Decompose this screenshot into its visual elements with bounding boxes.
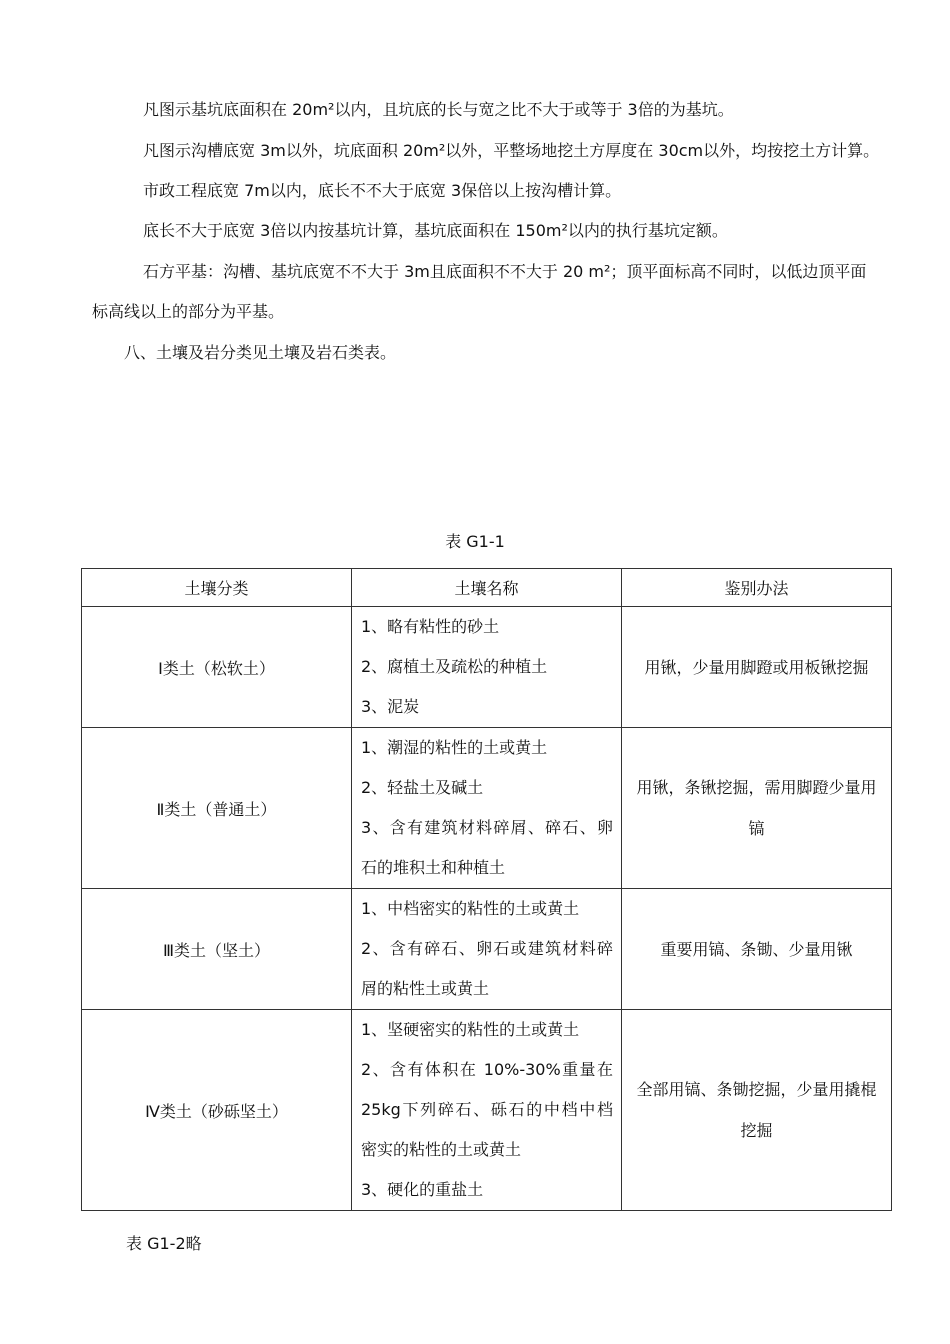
paragraph-basin-quota: 底长不大于底宽 3倍以内按基坑计算，基坑底面积在 150m²以内的执行基坑定额。: [143, 221, 728, 240]
soil-names: [352, 1010, 622, 1211]
header-method: 鉴别办法: [622, 569, 892, 607]
table-header-row: [82, 569, 892, 607]
table-caption: 表 G1-1: [445, 532, 505, 551]
soil-name-item: 25kg下列碎石、砾石的中档中档: [361, 1100, 613, 1119]
soil-names: [352, 889, 622, 1010]
soil-category: Ⅳ类土（砂砾坚土）: [82, 1010, 352, 1211]
soil-classification-table: [81, 568, 892, 1211]
soil-name-item: 1、坚硬密实的粘性的土或黄土: [361, 1020, 580, 1039]
paragraph-basin: 凡图示基坑底面积在 20m²以内，且坑底的长与宽之比不大于或等于 3倍的为基坑。: [143, 100, 734, 119]
identification-method: 用锹，条锹挖掘，需用脚蹬少量用镐: [622, 728, 892, 889]
table-row: [82, 1010, 892, 1211]
identification-method: 重要用镐、条锄、少量用锹: [622, 889, 892, 1010]
paragraph-municipal: 市政工程底宽 7m以内，底长不不大于底宽 3保倍以上按沟槽计算。: [143, 181, 622, 200]
soil-names: [352, 607, 622, 728]
soil-name-item: 2、腐植土及疏松的种植土: [361, 657, 548, 676]
identification-method: 全部用镐、条锄挖掘，少量用撬棍挖掘: [622, 1010, 892, 1211]
soil-name-item: 1、中档密实的粘性的土或黄土: [361, 899, 580, 918]
soil-names: [352, 728, 622, 889]
paragraph-trench: 凡图示沟槽底宽 3m以外，坑底面积 20m²以外，平整场地挖土方厚度在 30cm以外，均按挖土方计算。: [143, 141, 880, 160]
footer-note: 表 G1-2略: [126, 1234, 202, 1253]
soil-category: Ⅲ类土（坚土）: [82, 889, 352, 1010]
soil-name-item: 2、轻盐土及碱土: [361, 778, 484, 797]
soil-name-item: 屑的粘性土或黄土: [361, 979, 490, 998]
soil-name-item: 石的堆积土和种植土: [361, 858, 506, 877]
header-category: 土壤分类: [82, 569, 352, 607]
soil-name-item: 3、泥炭: [361, 697, 420, 716]
soil-name-item: 3、含有建筑材料碎屑、碎石、卵: [361, 818, 613, 837]
header-name: 土壤名称: [352, 569, 622, 607]
paragraph-flat-base: 石方平基：沟槽、基坑底宽不不大于 3m且底面积不不大于 20 m²；顶平面标高不同时，以低边顶平面: [143, 262, 867, 281]
identification-method: 用锹，少量用脚蹬或用板锹挖掘: [622, 607, 892, 728]
soil-name-item: 1、略有粘性的砂土: [361, 617, 500, 636]
soil-name-item: 3、硬化的重盐土: [361, 1180, 484, 1199]
paragraph-flat-base-cont: 标高线以上的部分为平基。: [92, 302, 285, 321]
table-row: [82, 728, 892, 889]
table-row: [82, 889, 892, 1010]
table-row: [82, 607, 892, 728]
soil-name-item: 密实的粘性的土或黄土: [361, 1140, 522, 1159]
soil-category: Ⅰ类土（松软土）: [82, 607, 352, 728]
section-heading-8: 八、土壤及岩分类见土壤及岩石类表。: [124, 343, 397, 362]
soil-name-item: 1、潮湿的粘性的土或黄土: [361, 738, 548, 757]
soil-category: Ⅱ类土（普通土）: [82, 728, 352, 889]
soil-name-item: 2、含有碎石、卵石或建筑材料碎: [361, 939, 613, 958]
soil-name-item: 2、含有体积在 10%-30%重量在: [361, 1060, 613, 1079]
